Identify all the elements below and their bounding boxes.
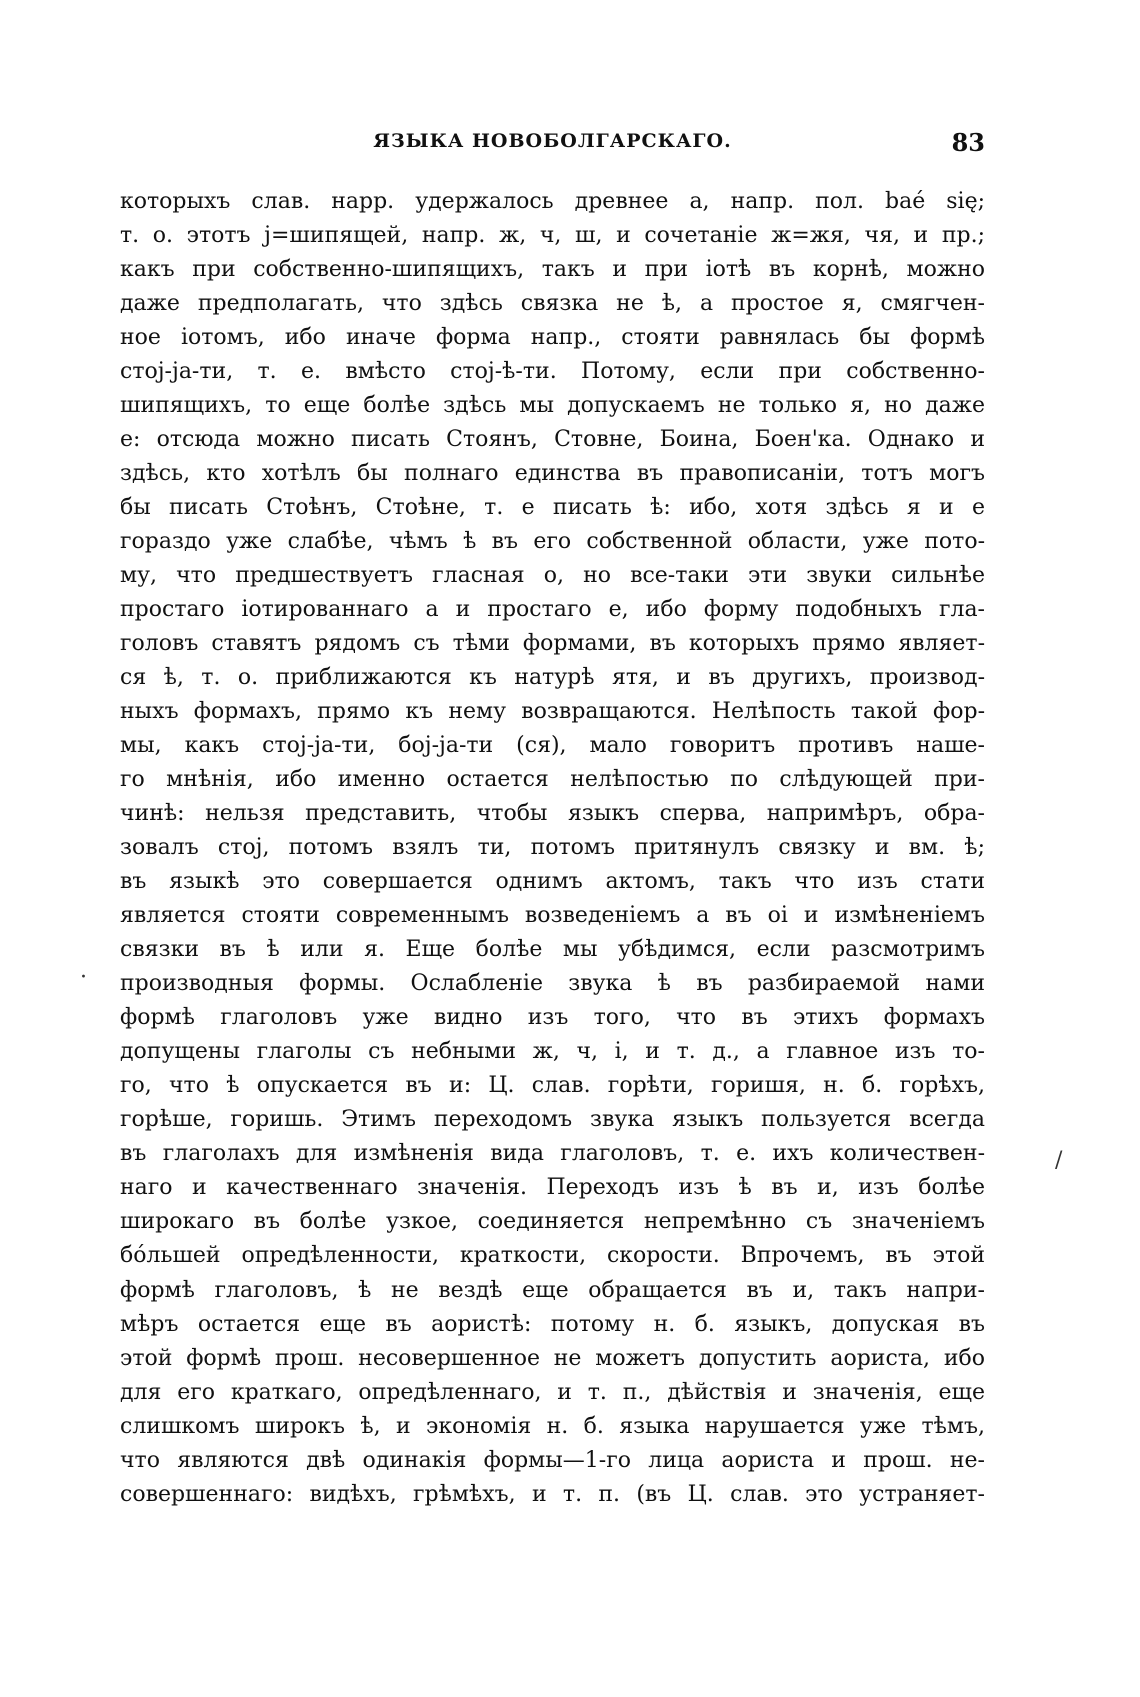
- text-line: для его краткаго, опредѣленнаго, и т. п., дѣйствія и значенія, еще: [120, 1379, 985, 1405]
- text-line: го мнѣнія, ибо именно остается нелѣпостью по слѣдующей при-: [120, 767, 985, 793]
- text-line: ныхъ формахъ, прямо къ нему возвращаются. Нелѣпость такой фор-: [120, 699, 985, 725]
- text-line: е: отсюда можно писать Стоянъ, Стовне, Боина, Боен'ка. Однако и: [120, 427, 985, 453]
- text-line: бόльшей опредѣленности, краткости, скорости. Впрочемъ, въ этой: [120, 1243, 985, 1269]
- margin-mark-left: ·: [80, 965, 87, 990]
- text-line: наго и качественнаго значенія. Переходъ изъ ѣ въ и, изъ болѣе: [120, 1175, 985, 1201]
- text-line: му, что предшествуетъ гласная о, но все-таки эти звуки сильнѣе: [120, 563, 985, 589]
- text-line: чинѣ: нельзя представить, чтобы языкъ сперва, напримѣръ, обра-: [120, 801, 985, 827]
- text-line: формѣ глаголовъ уже видно изъ того, что въ этихъ формахъ: [120, 1005, 985, 1031]
- text-line: ся ѣ, т. о. приближаются къ натурѣ ятя, и въ другихъ, производ-: [120, 665, 985, 691]
- text-line: слишкомъ широкъ ѣ, и экономія н. б. языка нарушается уже тѣмъ,: [120, 1413, 985, 1439]
- text-line: горѣше, горишь. Этимъ переходомъ звука языкъ пользуется всегда: [120, 1107, 985, 1133]
- text-line: этой формѣ прош. несовершенное не можетъ допустить аориста, ибо: [120, 1345, 985, 1371]
- running-head: ЯЗЫКА НОВОБОЛГАРСКАГО.: [373, 130, 732, 152]
- text-line: здѣсь, кто хотѣлъ бы полнаго единства въ правописаніи, тотъ могъ: [120, 461, 985, 487]
- text-line: головъ ставятъ рядомъ съ тѣми формами, въ которыхъ прямо являет-: [120, 631, 985, 657]
- text-line: т. о. этотъ j=шипящей, напр. ж, ч, ш, и сочетаніе ж=жя, чя, и пр.;: [120, 223, 985, 249]
- text-line: допущены глаголы съ небными ж, ч, і, и т. д., а главное изъ то-: [120, 1039, 985, 1065]
- text-line: стој-ја-ти, т. е. вмѣсто стој-ѣ-ти. Потому, если при собственно-: [120, 359, 985, 385]
- text-line: какъ при собственно-шипящихъ, такъ и при іотѣ въ корнѣ, можно: [120, 257, 985, 283]
- text-line: производныя формы. Ослабленіе звука ѣ въ разбираемой нами: [120, 971, 985, 997]
- text-line: совершеннаго: видѣхъ, грѣмѣхъ, и т. п. (въ Ц. слав. это устраняет-: [120, 1481, 985, 1507]
- text-line: связки въ ѣ или я. Еще болѣе мы убѣдимся, если разсмотримъ: [120, 937, 985, 963]
- text-line: въ языкѣ это совершается однимъ актомъ, такъ что изъ стати: [120, 869, 985, 895]
- body-text: [120, 185, 985, 1512]
- page-header: [120, 130, 985, 170]
- margin-mark-right: /: [1055, 1148, 1063, 1173]
- text-line: является стояти современнымъ возведеніемъ а въ оі и измѣненіемъ: [120, 903, 985, 929]
- text-line: которыхъ слав. нарр. удержалось древнее а, напр. пол. baé się;: [120, 189, 985, 214]
- text-line: простаго іотированнаго а и простаго е, ибо форму подобныхъ гла-: [120, 597, 985, 623]
- text-line: мы, какъ стој-ја-ти, бој-ја-ти (ся), мало говоритъ противъ наше-: [120, 733, 985, 759]
- text-line: что являются двѣ одинакія формы—1-го лица аориста и прош. не-: [120, 1447, 985, 1473]
- text-line: го, что ѣ опускается въ и: Ц. слав. горѣти, горишя, н. б. горѣхъ,: [120, 1073, 985, 1099]
- page-number: 83: [951, 128, 985, 157]
- text-line: шипящихъ, то еще болѣе здѣсь мы допускаемъ не только я, но даже: [120, 393, 985, 419]
- text-line: зовалъ стој, потомъ взялъ ти, потомъ притянулъ связку и вм. ѣ;: [120, 835, 985, 861]
- text-line: формѣ глаголовъ, ѣ не вездѣ еще обращается въ и, такъ напри-: [120, 1277, 985, 1303]
- text-line: гораздо уже слабѣе, чѣмъ ѣ въ его собственной области, уже пото-: [120, 529, 985, 555]
- text-line: даже предполагать, что здѣсь связка не ѣ, а простое я, смягчен-: [120, 291, 985, 317]
- text-line: бы писать Стоѣнъ, Стоѣне, т. е писать ѣ: ибо, хотя здѣсь я и е: [120, 495, 985, 521]
- text-line: широкаго въ болѣе узкое, соединяется непремѣнно съ значеніемъ: [120, 1209, 985, 1235]
- text-line: ное іотомъ, ибо иначе форма напр., стояти равнялась бы формѣ: [120, 325, 985, 351]
- text-line: въ глаголахъ для измѣненія вида глаголовъ, т. е. ихъ количествен-: [120, 1141, 985, 1167]
- text-line: мѣръ остается еще въ аористѣ: потому н. б. языкъ, допуская въ: [120, 1311, 985, 1337]
